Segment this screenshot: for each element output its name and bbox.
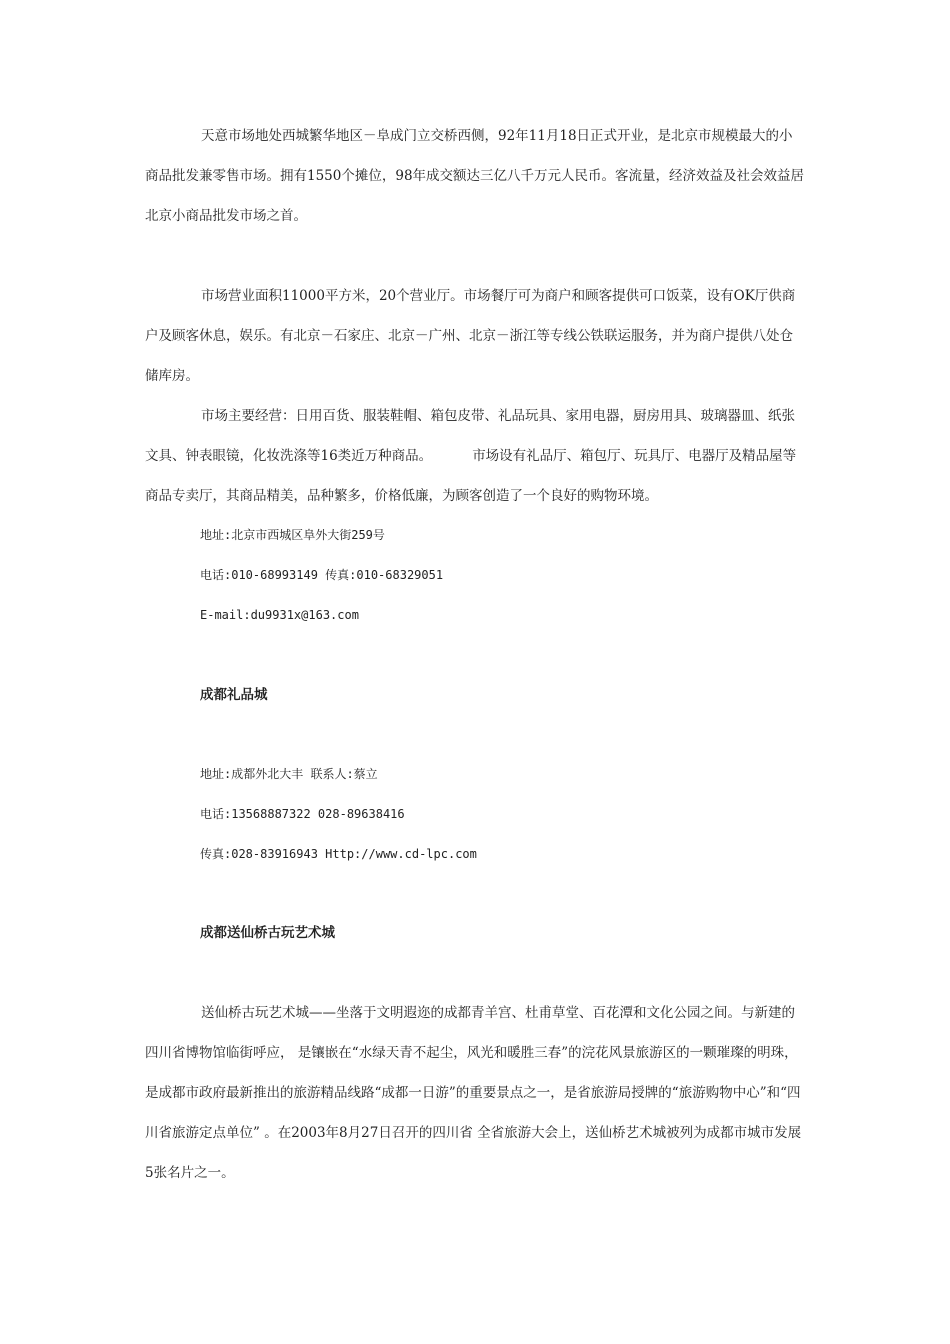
tianyi-goods-text-b: 市场设有礼品厅、箱包厅、玩具厅、电器厅及精品屋等商品专卖厅，其商品精美，品种繁多，价格低廉，为顾客创造了一个良好的购物环境。 — [145, 448, 797, 504]
tianyi-phone-fax: 电话:010-68993149 传真:010-68329051 — [200, 568, 444, 582]
chengdu-gift-address: 地址:成都外北大丰 联系人:蔡立 — [200, 767, 378, 781]
tianyi-goods-text-a: 市场主要经营：日用百货、服装鞋帽、箱包皮带、礼品玩具、家用电器，厨房用具、玻璃器皿、纸张文具、钟表眼镜，化妆洗涤等16类近万种商品。 — [145, 408, 795, 464]
tianyi-address: 地址:北京市西城区阜外大街259号 — [200, 528, 385, 542]
chengdu-gift-phone: 电话:13568887322 028-89638416 — [200, 807, 405, 821]
songxianqiao-intro-paragraph: 送仙桥古玩艺术城——坐落于文明遐迩的成都青羊宫、杜甫草堂、百花潭和文化公园之间。与新建的四川省博物馆临街呼应， 是镶嵌在“水绿天青不起尘，风光和暖胜三春”的浣花风景旅游区的一颗璀璨的明珠，是成都市政府最新推出的旅游精品线路“成都一日游”的重要景点之一，是省旅游局授牌的“旅游购物中心”和“四川省旅游定点单位” 。在2003年8月27日召开的四川省 全省旅游大会上，送仙桥艺术城被列为成都市城市发展5张名片之一。 — [145, 1005, 802, 1181]
chengdu-gift-title: 成都礼品城 — [200, 687, 268, 703]
chengdu-gift-fax-url: 传真:028-83916943 Http://www.cd-lpc.com — [200, 847, 477, 861]
tianyi-intro-paragraph: 天意市场地处西城繁华地区－阜成门立交桥西侧，92年11月18日正式开业，是北京市规模最大的小商品批发兼零售市场。拥有1550个摊位，98年成交额达三亿八千万元人民币。客流量，经济效益及社会效益居北京小商品批发市场之首。 — [145, 128, 805, 224]
songxianqiao-title: 成都送仙桥古玩艺术城 — [200, 925, 335, 941]
tianyi-area-paragraph: 市场营业面积11000平方米，20个营业厅。市场餐厅可为商户和顾客提供可口饭菜，设有OK厅供商户及顾客休息，娱乐。有北京－石家庄、北京－广州、北京－浙江等专线公铁联运服务，并为商户提供八处仓储库房。 — [145, 288, 796, 384]
tianyi-goods-paragraph — [145, 396, 805, 516]
tianyi-email: E-mail:du9931x@163.com — [200, 608, 359, 622]
